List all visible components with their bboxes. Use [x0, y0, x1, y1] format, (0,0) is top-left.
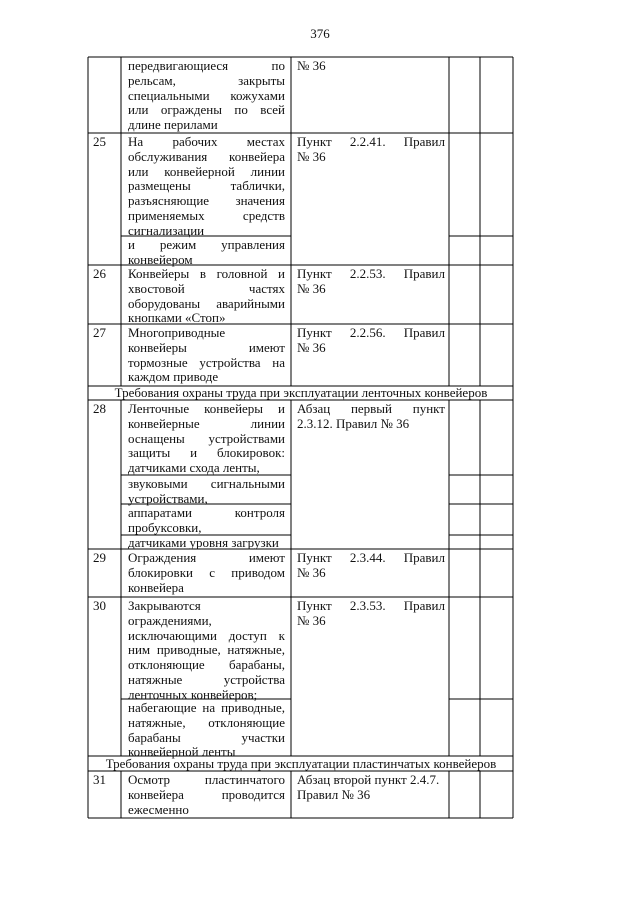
requirement-line: ним приводные, натяжные,: [128, 642, 285, 658]
reference-line: Абзац второй пункт 2.4.7.: [297, 773, 440, 787]
section-heading: Требования охраны труда при эксплуатации пластинчатых конвейеров: [105, 756, 497, 771]
requirement-line: устройствами,: [128, 490, 208, 506]
row-29-reference: [297, 551, 445, 581]
row-31-reference: [297, 773, 447, 803]
requirement-line: кнопками «Стоп»: [128, 310, 226, 326]
requirement-line: или ограждены по всей: [128, 102, 285, 118]
requirement-line: звуковыми сигнальными: [128, 477, 285, 491]
requirement-line: ленточных конвейеров;: [128, 686, 258, 702]
requirement-line: длине перилами: [128, 117, 218, 133]
row-continuation-reference: № 36: [297, 59, 326, 73]
requirement-line: или конвейерной линии: [128, 163, 285, 179]
requirement-line: защиты и блокировок:: [128, 445, 285, 461]
requirement-line: ежесменно: [128, 801, 189, 817]
requirement-line: конвейеры имеют: [128, 339, 285, 355]
reference-line: Пункт 2.3.53. Правил: [297, 599, 445, 613]
row-number: 30: [93, 599, 106, 613]
reference-line: № 36: [297, 612, 326, 628]
requirement-line: отклоняющие барабаны,: [128, 657, 285, 673]
requirement-line: передвигающиеся по: [128, 59, 285, 73]
reference-line: № 36: [297, 280, 326, 296]
section-heading: Требования охраны труда при эксплуатации ленточных конвейеров: [114, 385, 488, 400]
reference-line: Пункт 2.2.41. Правил: [297, 135, 445, 149]
requirement-line: Закрываются: [128, 599, 201, 613]
row-30-requirement: [128, 599, 285, 703]
row-29-requirement: [128, 551, 285, 595]
row-27-reference: [297, 326, 445, 356]
requirement-line: оснащены устройствами: [128, 430, 285, 446]
row-25-reference: [297, 135, 445, 165]
row-25-requirement: [128, 135, 285, 239]
requirement-line: барабаны участки: [128, 729, 285, 745]
requirement-line: рельсам, закрыты: [128, 72, 285, 88]
requirement-line: датчиками уровня загрузки: [128, 536, 279, 550]
row-30-reference: [297, 599, 445, 629]
requirement-line: обслуживания конвейера: [128, 148, 285, 164]
row-number: 28: [93, 402, 106, 416]
requirement-line: Осмотр пластинчатого: [128, 773, 285, 787]
row-28-requirement: [128, 402, 285, 476]
requirement-line: конвейерной ленты: [128, 744, 236, 760]
reference-line: Абзац первый пункт: [297, 402, 445, 416]
reference-line: Правил № 36: [297, 786, 371, 802]
requirement-line: размещены таблички,: [128, 178, 285, 194]
requirement-line: исключающими доступ к: [128, 627, 285, 643]
reference-line: Пункт 2.2.53. Правил: [297, 267, 445, 281]
requirement-line: Ограждения имеют: [128, 551, 285, 565]
requirement-line: специальными кожухами: [128, 87, 285, 103]
row-number: 31: [93, 773, 106, 787]
requirement-line: сигнализации: [128, 222, 205, 238]
requirement-line: оборудованы аварийными: [128, 295, 285, 311]
row-26-reference: [297, 267, 445, 297]
requirement-line: Конвейеры в головной и: [128, 267, 285, 281]
requirement-line: и режим управления: [128, 238, 285, 252]
row-28-reference: [297, 402, 445, 432]
reference-line: 2.3.12. Правил № 36: [297, 415, 410, 431]
requirement-line: хвостовой частях: [128, 280, 285, 296]
row-26-requirement: [128, 267, 285, 326]
requirement-line: разъясняющие значения: [128, 193, 285, 209]
row-31-requirement: [128, 773, 285, 817]
requirement-line: конвейером: [128, 251, 193, 267]
requirement-line: применяемых средств: [128, 207, 285, 223]
requirement-line: набегающие на приводные,: [128, 701, 285, 715]
requirement-line: тормозные устройства на: [128, 354, 285, 370]
reference-line: Пункт 2.3.44. Правил: [297, 551, 445, 565]
requirement-line: натяжные, отклоняющие: [128, 714, 285, 730]
requirement-line: датчиками схода ленты,: [128, 460, 260, 476]
requirement-line: натяжные устройства: [128, 671, 285, 687]
requirement-line: конвейера: [128, 579, 184, 595]
row-28-subrequirement-3: [128, 536, 290, 551]
requirement-line: Многоприводные: [128, 326, 226, 340]
row-25-subrequirement: [128, 238, 285, 268]
requirement-line: аппаратами контроля: [128, 506, 285, 520]
requirement-line: Ленточные конвейеры и: [128, 402, 285, 416]
requirement-line: ограждениями,: [128, 612, 212, 628]
row-30-subrequirement: [128, 701, 285, 760]
reference-line: Пункт 2.2.56. Правил: [297, 326, 445, 340]
reference-line: № 36: [297, 564, 326, 580]
row-number: 25: [93, 135, 106, 149]
requirement-line: конвейерные линии: [128, 415, 285, 431]
row-number: 27: [93, 326, 106, 340]
requirement-line: На рабочих местах: [128, 135, 285, 149]
row-28-subrequirement-2: [128, 506, 285, 536]
requirement-line: каждом приводе: [128, 369, 219, 385]
page-number: 376: [310, 26, 330, 41]
row-27-requirement: [128, 326, 285, 385]
row-continuation-requirement: [128, 59, 285, 133]
reference-line: № 36: [297, 148, 326, 164]
requirement-line: пробуксовки,: [128, 519, 202, 535]
row-number: 26: [93, 267, 106, 281]
requirement-line: блокировки с приводом: [128, 564, 285, 580]
row-number: 29: [93, 551, 106, 565]
requirement-line: конвейера проводится: [128, 786, 285, 802]
row-28-subrequirement-1: [128, 477, 285, 507]
reference-line: № 36: [297, 339, 326, 355]
